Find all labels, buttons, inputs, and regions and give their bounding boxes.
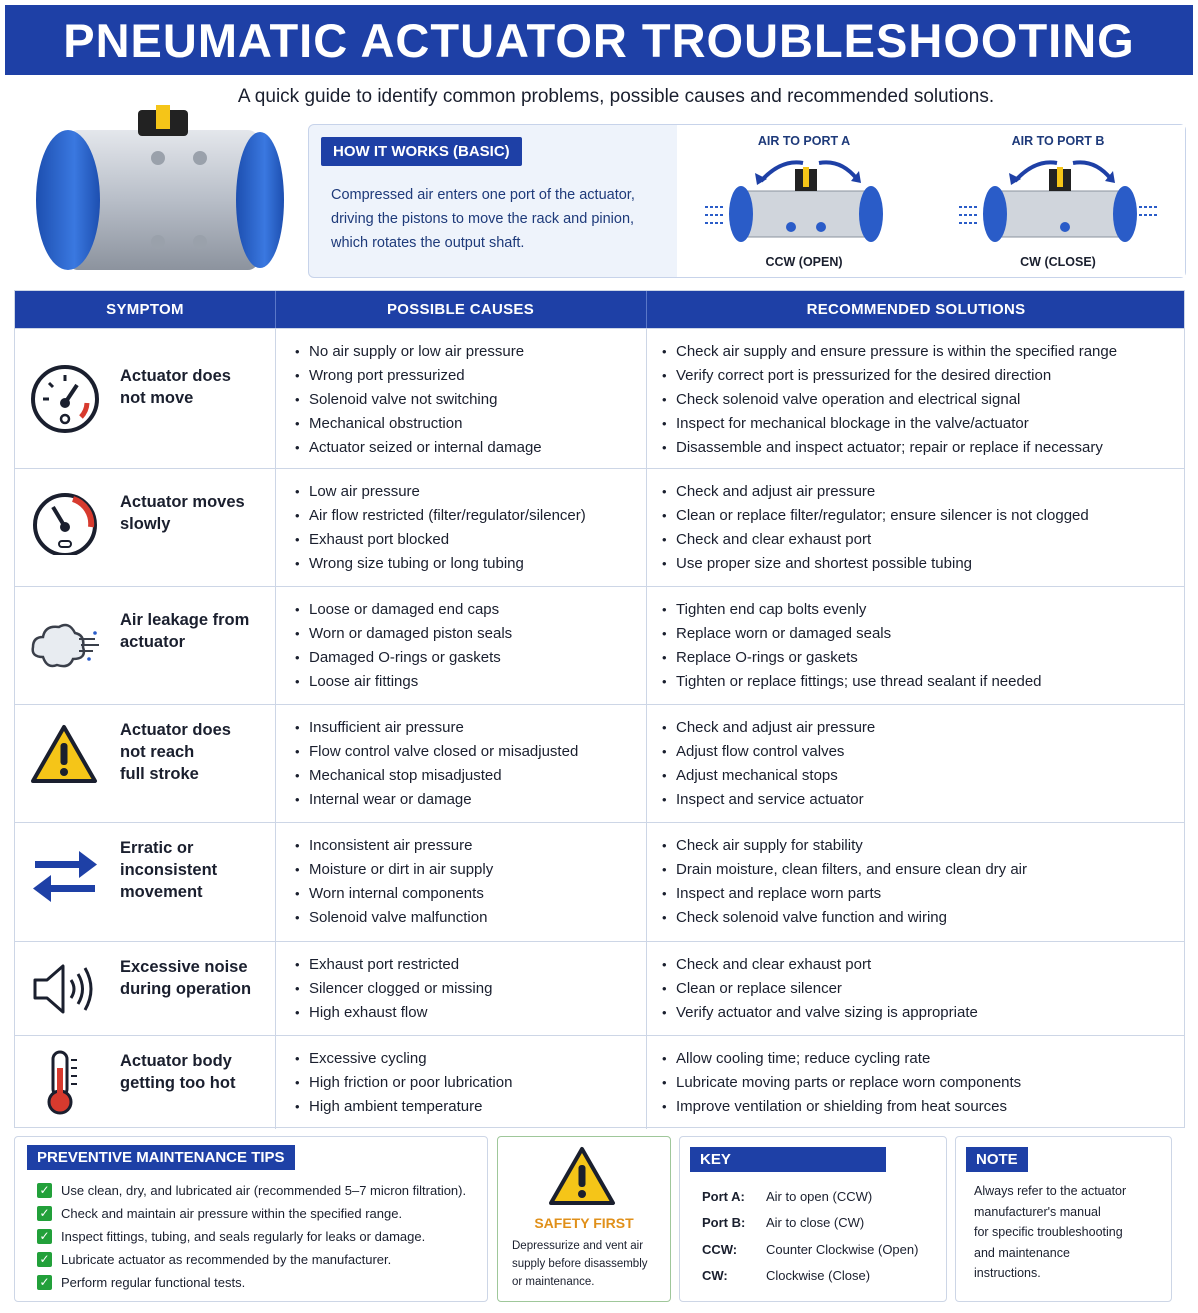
causes-list: • Low air pressure • Air flow restricted (filter/regulator/silencer) • Exhaust port blocked • Wrong size tubing or long tubing [295, 480, 586, 576]
maintenance-tips-list [37, 1179, 466, 1294]
table-row [15, 328, 1184, 468]
checkmark-icon: ✓ [37, 1252, 52, 1267]
key-item: CCW: Counter Clockwise (Open) [702, 1242, 919, 1257]
maintenance-tips-box [14, 1136, 488, 1302]
checkmark-icon: ✓ [37, 1275, 52, 1290]
safety-warning-icon [546, 1145, 618, 1207]
note-box [955, 1136, 1172, 1302]
safety-title: SAFETY FIRST [534, 1215, 634, 1231]
table-row [15, 1035, 1184, 1129]
diagram-a-label: CCW (OPEN) [765, 255, 843, 269]
tip-item: ✓ Check and maintain air pressure within the specified range. [37, 1202, 466, 1225]
causes-list: • No air supply or low air pressure • Wrong port pressurized • Solenoid valve not switching • Mechanical obstruction • Actuator seized or internal damage [295, 340, 542, 460]
actuator-cw-icon [955, 155, 1161, 247]
symptom-label: Excessive noise during operation [120, 958, 252, 998]
symptom-label: Actuator does not reach full stroke [120, 721, 231, 783]
page-subtitle: A quick guide to identify common problems, possible causes and recommended solutions. [237, 86, 995, 107]
air-leak-cloud-icon [29, 617, 101, 673]
table-row [15, 822, 1184, 941]
symptom-label: Actuator moves slowly [120, 493, 245, 533]
checkmark-icon: ✓ [37, 1229, 52, 1244]
pressure-gauge-mid-icon [29, 491, 101, 555]
symptom-label: Actuator does not move [120, 367, 231, 407]
pressure-gauge-low-icon [29, 363, 101, 435]
symptom-label: Erratic or inconsistent movement [120, 839, 218, 901]
header-causes: POSSIBLE CAUSES [386, 301, 535, 318]
how-it-works-tag: HOW IT WORKS (BASIC) [321, 137, 522, 166]
tip-item: ✓ Perform regular functional tests. [37, 1271, 466, 1294]
key-tag: KEY [690, 1147, 886, 1172]
safety-text: Depressurize and vent air supply before disassembly or maintenance. [512, 1240, 648, 1288]
safety-first-box [497, 1136, 671, 1302]
table-row [15, 586, 1184, 704]
how-it-works-text: Compressed air enters one port of the actuator, driving the pistons to move the rack and pinion, which rotates the output shaft. [331, 187, 635, 251]
thermometer-icon [45, 1048, 89, 1116]
diagram-b-label: CW (CLOSE) [1020, 255, 1096, 269]
warning-triangle-icon [29, 723, 99, 785]
diagram-b-title: AIR TO PORT B [1011, 134, 1105, 148]
solutions-list: • Tighten end cap bolts evenly • Replace worn or damaged seals • Replace O-rings or gaskets • Tighten or replace fittings; use thread sealant if needed [662, 598, 1042, 694]
table-row [15, 468, 1184, 586]
causes-list: • Loose or damaged end caps • Worn or damaged piston seals • Damaged O-rings or gaskets • Loose air fittings [295, 598, 512, 694]
checkmark-icon: ✓ [37, 1206, 52, 1221]
title-bar [5, 5, 1193, 75]
tip-item: ✓ Use clean, dry, and lubricated air (recommended 5–7 micron filtration). [37, 1179, 466, 1202]
troubleshooting-table [14, 290, 1185, 1128]
actuator-ccw-icon [701, 155, 907, 247]
causes-list: • Inconsistent air pressure • Moisture or dirt in air supply • Worn internal components • Solenoid valve malfunction [295, 834, 493, 930]
causes-list: • Excessive cycling • High friction or poor lubrication • High ambient temperature [295, 1047, 512, 1119]
table-row [15, 941, 1184, 1035]
symptom-label: Actuator body getting too hot [120, 1052, 236, 1092]
two-way-arrows-icon [29, 845, 101, 907]
causes-list: • Insufficient air pressure • Flow control valve closed or misadjusted • Mechanical stop misadjusted • Internal wear or damage [295, 716, 578, 812]
note-tag: NOTE [966, 1147, 1028, 1172]
header-symptom: SYMPTOM [106, 301, 184, 318]
diagram-a-title: AIR TO PORT A [757, 134, 851, 148]
table-header [15, 291, 1184, 328]
how-it-works-panel [308, 124, 1186, 278]
diagram-port-a [677, 125, 931, 277]
solutions-list: • Check air supply and ensure pressure is within the specified range • Verify correct port is pressurized for the desired direction • Check solenoid valve operation and electrical signal • Inspect for mechanical blockage in the valve/actuator • Disassemble and inspect actuator; repair or replace if necessary [662, 340, 1117, 460]
speaker-noise-icon [29, 962, 101, 1016]
key-box [679, 1136, 947, 1302]
maintenance-tag: PREVENTIVE MAINTENANCE TIPS [27, 1145, 295, 1170]
page-title: PNEUMATIC ACTUATOR TROUBLESHOOTING [63, 13, 1135, 67]
note-text: Always refer to the actuator manufacturer's manual for specific troubleshooting and maintenance instructions. [974, 1184, 1127, 1280]
solutions-list: • Check and clear exhaust port • Clean or replace silencer • Verify actuator and valve sizing is appropriate [662, 953, 978, 1025]
table-row [15, 704, 1184, 822]
solutions-list: • Check and adjust air pressure • Adjust flow control valves • Adjust mechanical stops • Inspect and service actuator [662, 716, 875, 812]
checkmark-icon: ✓ [37, 1183, 52, 1198]
key-item: CW: Clockwise (Close) [702, 1268, 871, 1283]
solutions-list: • Allow cooling time; reduce cycling rate • Lubricate moving parts or replace worn components • Improve ventilation or shielding from heat sources [662, 1047, 1021, 1119]
header-solutions: RECOMMENDED SOLUTIONS [806, 301, 1026, 318]
key-item: Port B: Air to close (CW) [702, 1215, 865, 1230]
actuator-image [28, 100, 290, 280]
diagram-port-b [931, 125, 1185, 277]
causes-list: • Exhaust port restricted • Silencer clogged or missing • High exhaust flow [295, 953, 492, 1025]
solutions-list: • Check air supply for stability • Drain moisture, clean filters, and ensure clean dry air • Inspect and replace worn parts • Check solenoid valve function and wiring [662, 834, 1027, 930]
solutions-list: • Check and adjust air pressure • Clean or replace filter/regulator; ensure silencer is not clogged • Check and clear exhaust port • Use proper size and shortest possible tubing [662, 480, 1089, 576]
key-item: Port A: Air to open (CCW) [702, 1189, 873, 1204]
symptom-label: Air leakage from actuator [120, 611, 250, 651]
tip-item: ✓ Lubricate actuator as recommended by the manufacturer. [37, 1248, 466, 1271]
tip-item: ✓ Inspect fittings, tubing, and seals regularly for leaks or damage. [37, 1225, 466, 1248]
